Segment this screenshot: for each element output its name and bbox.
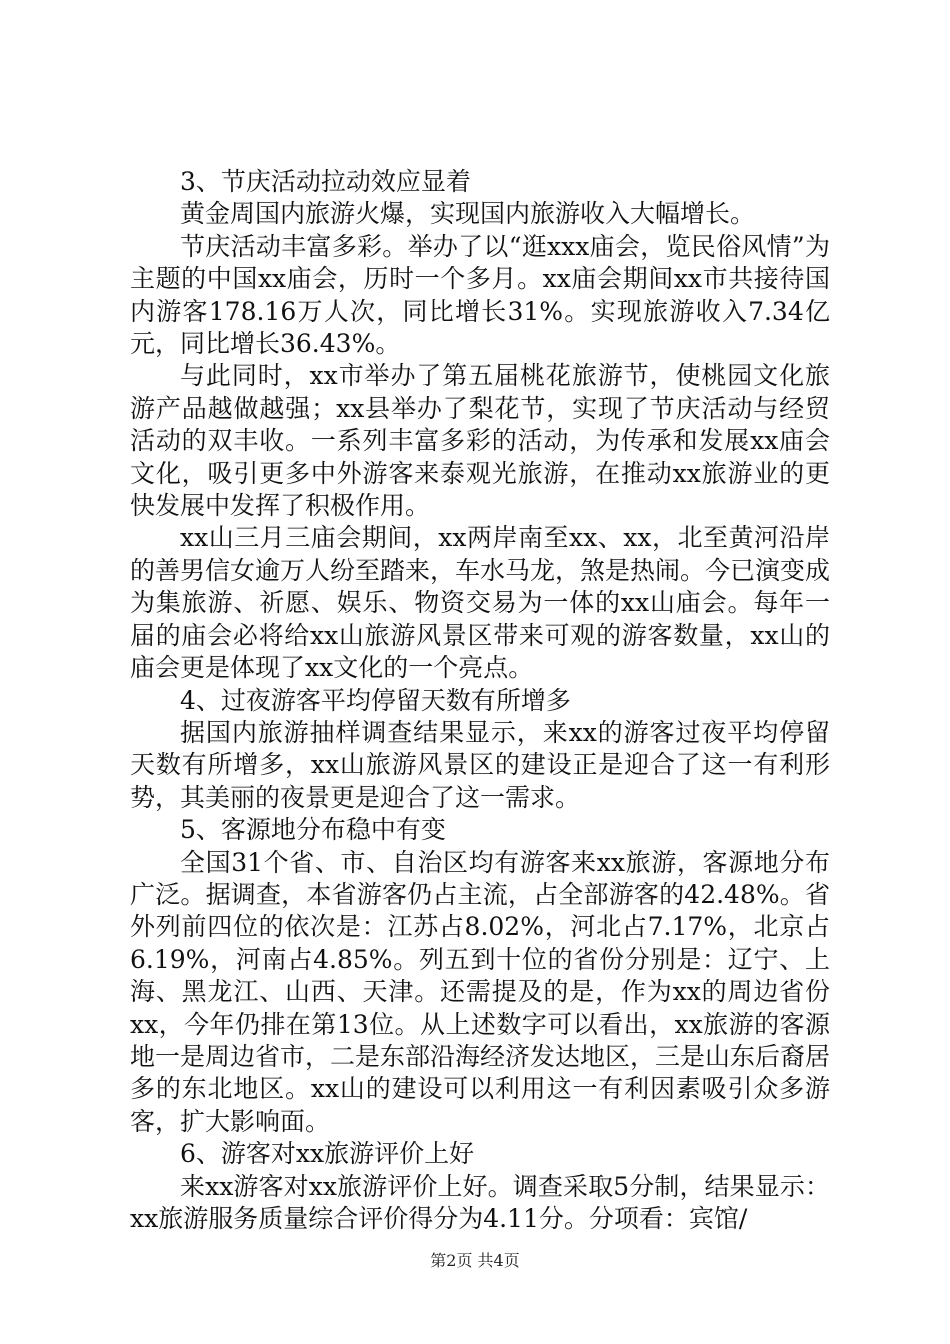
document-body <box>130 166 830 1235</box>
paragraph: 黄金周国内旅游火爆，实现国内旅游收入大幅增长。 <box>180 199 756 229</box>
paragraph: 来xx游客对xx旅游评价上好。调查采取5分制，结果显示：xx旅游服务质量综合评价得分为4.11分。分项看：宾馆/ <box>130 1171 830 1233</box>
paragraph: 全国31个省、市、自治区均有游客来xx旅游，客源地分布广泛。据调查，本省游客仍占主流，占全部游客的42.48%。省外列前四位的依次是：江苏占8.02%，河北占7.17%，北京占6.19%，河南占4.85%。列五到十位的省份分别是：辽宁、上海、黑龙江、山西、天津。还需提及的是，作为xx的周边省份xx，今年仍排在第13位。从上述数字可以看出，xx旅游的客源地一是周边省市，二是东部沿海经济发达地区，三是山东后裔居多的东北地区。xx山的建设可以利用这一有利因素吸引众多游客，扩大影响面。 <box>130 847 831 1136</box>
page-number-footer: 第2页 共4页 <box>430 1251 520 1270</box>
section-heading-source: 5、客源地分布稳中有变 <box>180 815 446 845</box>
paragraph: 据国内旅游抽样调查结果显示，来xx的游客过夜平均停留天数有所增多，xx山旅游风景区的建设正是迎合了这一有利形势，其美丽的夜景更是迎合了这一需求。 <box>130 717 830 812</box>
paragraph: xx山三月三庙会期间，xx两岸南至xx、xx，北至黄河沿岸的善男信女逾万人纷至踏来，车水马龙，煞是热闹。今已演变成为集旅游、祈愿、娱乐、物资交易为一体的xx山庙会。每年一届的庙会必将给xx山旅游风景区带来可观的游客数量，xx山的庙会更是体现了xx文化的一个亮点。 <box>130 523 831 683</box>
section-heading-festival: 3、节庆活动拉动效应显着 <box>180 167 471 196</box>
section-heading-evaluation: 6、游客对xx旅游评价上好 <box>180 1139 475 1169</box>
section-heading-overnight: 4、过夜游客平均停留天数有所增多 <box>180 685 571 715</box>
paragraph: 节庆活动丰富多彩。举办了以“逛xxx庙会，览民俗风情”为主题的中国xx庙会，历时一个多月。xx庙会期间xx市共接待国内游客178.16万人次，同比增长31%。实现旅游收入7.34亿元，同比增长36.43%。 <box>130 231 830 359</box>
paragraph: 与此同时，xx市举办了第五届桃花旅游节，使桃园文化旅游产品越做越强；xx县举办了梨花节，实现了节庆活动与经贸活动的双丰收。一系列丰富多彩的活动，为传承和发展xx庙会文化，吸引更多中外游客来泰观光旅游，在推动xx旅游业的更快发展中发挥了积极作用。 <box>130 361 830 521</box>
